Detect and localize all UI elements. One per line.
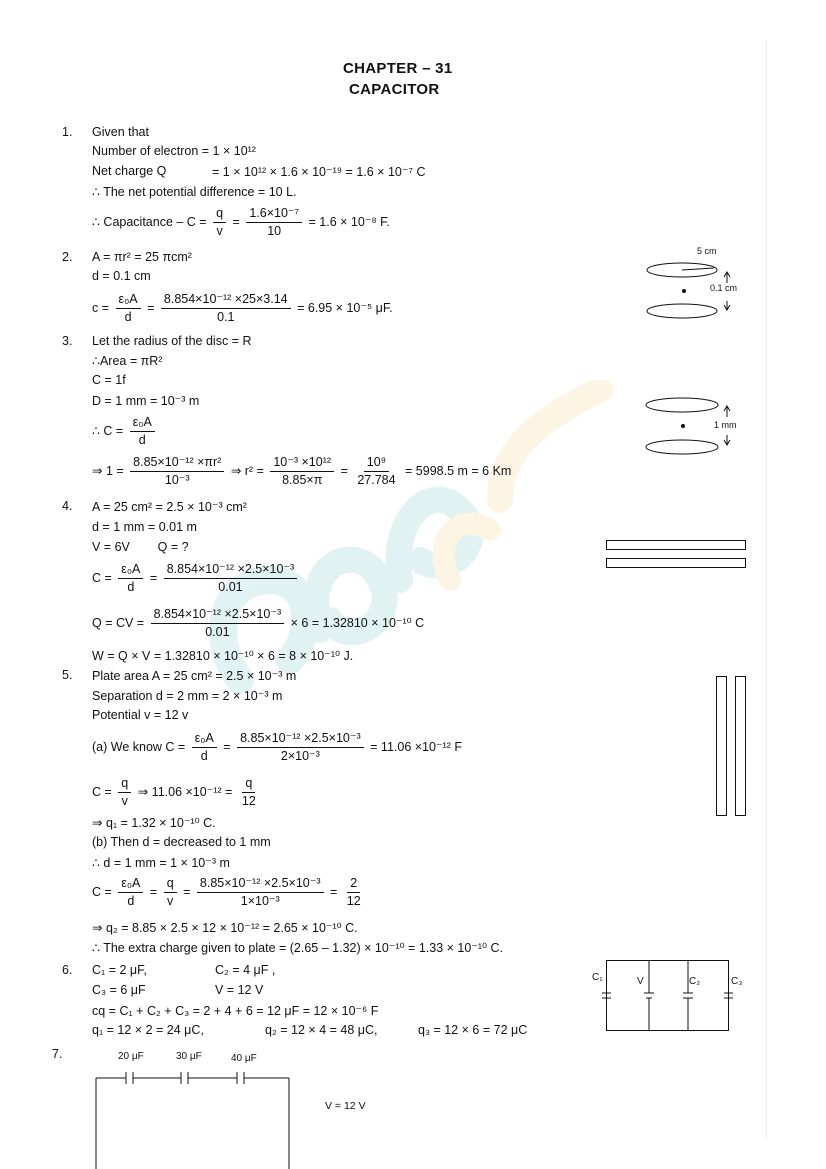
q2-capacitance-eq: c = $\frac{\text{ε₀A}}{d}$ = $\frac{\text{8.854×10⁻¹² ×25×3.14}}{0.1}$ = 6.95 × 10⁻⁵ μF. (92, 292, 393, 324)
fraction: $\frac{\text{ε₀A}}{d}$ (118, 876, 143, 909)
q4-line3: V = 6V Q = ? (92, 540, 189, 554)
q7-cap1-label: 20 μF (118, 1051, 144, 1062)
fraction: $\frac{\text{ε₀A}}{d}$ (192, 731, 217, 764)
question-number: 1. (62, 125, 73, 139)
fraction: $\frac{\text{8.85×10⁻¹² ×πr²}}{\text{10⁻³}}$ (130, 455, 224, 488)
q6-fig-c3-label: C₃ (731, 976, 743, 987)
q3-eq-result: = 5998.5 m = 6 Km (405, 463, 512, 478)
q6-fig-c1-label: C₁ (592, 972, 603, 983)
q6-c2: C₂ = 4 μF , (215, 963, 276, 977)
q5-line2: Separation d = 2 mm = 2 × 10⁻³ m (92, 689, 283, 703)
q2-line2: d = 0.1 cm (92, 269, 151, 283)
question-number: 3. (62, 334, 73, 348)
q1-eq-result: = 1.6 × 10⁻⁸ F. (308, 214, 390, 229)
q6-q1: q₁ = 12 × 2 = 24 μC, (92, 1023, 204, 1037)
q5-line3: Potential v = 12 v (92, 708, 189, 722)
q3-line1: Let the radius of the disc = R (92, 334, 252, 348)
q3-radius-eq: ⇒ 1 = $\frac{\text{8.85×10⁻¹² ×πr²}}{\text{10⁻³}}$ ⇒ r² = $\frac{\text{10⁻³ ×10¹²}}{8.85\times\pi}$ = $\frac{\text{10⁹}}{27.784}$ = 5998.5 m = 6 Km (92, 455, 512, 487)
q6-q3: q₃ = 12 × 6 = 72 μC (418, 1023, 528, 1037)
q3-line3: C = 1f (92, 373, 126, 387)
q5-line1: Plate area A = 25 cm² = 2.5 × 10⁻³ m (92, 669, 297, 683)
q7-cap2-label: 30 μF (176, 1051, 202, 1062)
q3-disc-figure (640, 393, 760, 463)
fraction: $\frac{q}{v}$ (213, 206, 226, 239)
q4-charge-eq: Q = CV = $\frac{\text{8.854×10⁻¹² ×2.5×10⁻³}}{0.01}$ × 6 = 1.32810 × 10⁻¹⁰ C (92, 607, 425, 639)
q2-disc-figure (640, 245, 760, 325)
q7-series-circuit-figure (96, 1068, 296, 1169)
q5-line6: ⇒ q₁ = 1.32 × 10⁻¹⁰ C. (92, 816, 216, 830)
question-number: 6. (62, 963, 73, 977)
q5-new-capacitance-eq: C = $\frac{\text{ε₀A}}{d}$ = $\frac{q}{v}$ = $\frac{\text{8.85×10⁻¹² ×2.5×10⁻³}}{\text{1×10⁻³}}$ = $\frac{2}{12}$ (92, 876, 367, 909)
q3-line2: ∴Area = πR² (92, 354, 163, 368)
fraction: $\frac{\text{ε₀A}}{d}$ (118, 562, 143, 595)
fraction: $\frac{q}{v}$ (118, 776, 131, 809)
q4-line2: d = 1 mm = 0.01 m (92, 520, 197, 534)
q5-line10: ⇒ q₂ = 8.85 × 2.5 × 12 × 10⁻¹² = 2.65 × 10⁻¹⁰ C. (92, 921, 358, 935)
q3-capacitance-eq: ∴ C = $\frac{\text{ε₀A}}{d}$ (92, 415, 158, 448)
q6-fig-c2-label: C₂ (689, 976, 701, 987)
q1-line1: Given that (92, 125, 149, 139)
fraction: $\frac{\text{ε₀A}}{d}$ (130, 415, 155, 448)
q4-plates-figure (606, 540, 748, 570)
q5-plates-figure (716, 676, 750, 818)
fraction: $\frac{\text{8.854×10⁻¹² ×25×3.14}}{0.1}$ (161, 292, 291, 325)
q1-capacitance-eq: ∴ Capacitance – C = $\frac{q}{v}$ = $\frac{\text{1.6×10⁻⁷}}{10}$ = 1.6 × 10⁻⁸ F. (92, 206, 390, 238)
q1-line3-value: = 1 × 10¹² × 1.6 × 10⁻¹⁹ = 1.6 × 10⁻⁷ C (212, 165, 426, 179)
q2-fig-radius-label: 5 cm (697, 246, 717, 256)
q4-capacitance-eq: C = $\frac{\text{ε₀A}}{d}$ = $\frac{\text{8.854×10⁻¹² ×2.5×10⁻³}}{0.01}$ (92, 562, 300, 595)
q1-line2: Number of electron = 1 × 10¹² (92, 144, 256, 158)
question-number: 5. (62, 668, 73, 682)
q1-line3-label: Net charge Q (92, 164, 167, 178)
q1-line4: ∴ The net potential difference = 10 L. (92, 185, 297, 199)
fraction: $\frac{\text{ε₀A}}{d}$ (116, 292, 141, 325)
fraction: $\frac{\text{8.854×10⁻¹² ×2.5×10⁻³}}{0.01}$ (164, 562, 298, 595)
fraction: $\frac{\text{10⁹}}{27.784}$ (357, 455, 396, 487)
question-number: 4. (62, 499, 73, 513)
q5-line11: ∴ The extra charge given to plate = (2.65 – 1.32) × 10⁻¹⁰ = 1.33 × 10⁻¹⁰ C. (92, 941, 504, 955)
q3-line4: D = 1 mm = 10⁻³ m (92, 394, 200, 408)
fraction: $\frac{q}{12}$ (241, 776, 256, 808)
fraction: $\frac{\text{8.854×10⁻¹² ×2.5×10⁻³}}{0.01}$ (151, 607, 285, 640)
q2-fig-gap-label: 0.1 cm (710, 283, 738, 293)
fraction: $\frac{\text{8.85×10⁻¹² ×2.5×10⁻³}}{\text{2×10⁻³}}$ (237, 731, 364, 764)
q5-eq-result: = 11.06 ×10⁻¹² F (370, 739, 462, 754)
fraction: $\frac{\text{8.85×10⁻¹² ×2.5×10⁻³}}{\text{1×10⁻³}}$ (197, 876, 324, 909)
fraction: $\frac{\text{10⁻³ ×10¹²}}{8.85\times\pi}$ (270, 455, 334, 488)
q6-voltage: V = 12 V (215, 983, 264, 997)
q3-fig-gap-label: 1 mm (714, 420, 737, 430)
q4-eq-result: × 6 = 1.32810 × 10⁻¹⁰ C (290, 615, 425, 630)
q6-q2: q₂ = 12 × 4 = 48 μC, (265, 1023, 378, 1037)
q7-cap3-label: 40 μF (231, 1053, 257, 1064)
q4-line6: W = Q × V = 1.32810 × 10⁻¹⁰ × 6 = 8 × 10⁻¹⁰ J. (92, 649, 354, 663)
q5-charge-eq: C = $\frac{q}{v}$ ⇒ 11.06 ×10⁻¹² = $\frac{q}{12}$ (92, 776, 262, 809)
fraction: $\frac{2}{12}$ (346, 876, 361, 908)
q5-line8: ∴ d = 1 mm = 1 × 10⁻³ m (92, 856, 230, 870)
q6-c1: C₁ = 2 μF, (92, 963, 147, 977)
question-number: 7. (52, 1047, 63, 1061)
q1-eq-lhs: ∴ Capacitance – C = (92, 214, 207, 229)
q6-c3: C₃ = 6 μF (92, 983, 146, 997)
q7-voltage-label: V = 12 V (325, 1100, 366, 1112)
q2-eq-result: = 6.95 × 10⁻⁵ μF. (297, 300, 393, 315)
q5-line7: (b) Then d = decreased to 1 mm (92, 835, 271, 849)
fraction: $\frac{\text{1.6×10⁻⁷}}{10}$ (246, 206, 302, 239)
q6-line3: cq = C₁ + C₂ + C₃ = 2 + 4 + 6 = 12 μF = 12 × 10⁻⁶ F (92, 1004, 379, 1018)
q5-capacitance-eq: (a) We know C = $\frac{\text{ε₀A}}{d}$ = $\frac{\text{8.85×10⁻¹² ×2.5×10⁻³}}{\text{2×10⁻³}}$ = 11.06 ×10⁻¹² F (92, 731, 462, 763)
fraction: $\frac{q}{v}$ (164, 876, 177, 909)
q2-line1: A = πr² = 25 πcm² (92, 250, 192, 264)
q6-fig-v-label: V (637, 976, 644, 987)
chapter-heading: CHAPTER – 31 (343, 60, 453, 77)
chapter-subject: CAPACITOR (349, 81, 440, 98)
q6-parallel-circuit-figure (606, 960, 746, 1032)
q4-line1: A = 25 cm² = 2.5 × 10⁻³ cm² (92, 500, 247, 514)
question-number: 2. (62, 250, 73, 264)
page-edge-line (766, 40, 767, 1140)
